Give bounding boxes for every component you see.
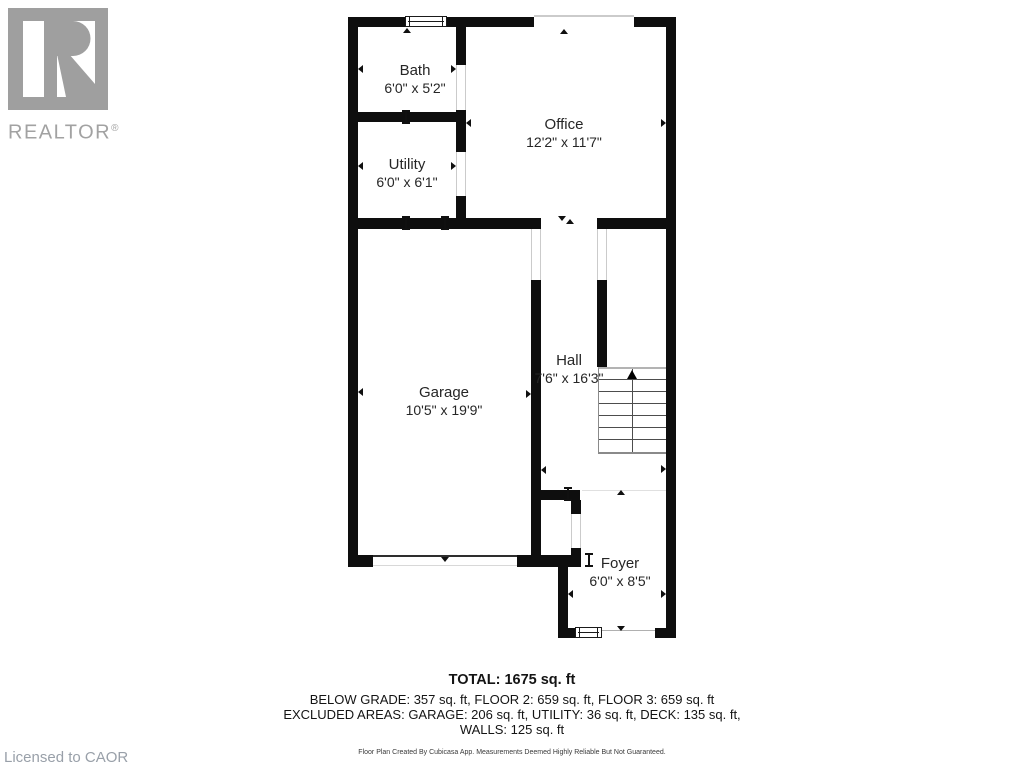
dimension-arrow-icon	[358, 388, 363, 396]
excluded-area-text: EXCLUDED AREAS: GARAGE: 206 sq. ft, UTILITY: 36 sq. ft, DECK: 135 sq. ft,	[283, 707, 741, 722]
wall-right	[666, 17, 676, 638]
disclaimer-text: Floor Plan Created By Cubicasa App. Measurements Deemed Highly Reliable But Not Guaranteed.	[358, 749, 666, 756]
dimension-arrow-icon	[661, 119, 666, 127]
room-dimensions: 6'0" x 6'1"	[376, 174, 438, 190]
dimension-arrow-icon	[661, 590, 666, 598]
dimension-arrow-icon	[403, 28, 411, 33]
room-label-utility	[376, 156, 437, 191]
room-dimensions: 10'5" x 19'9"	[405, 402, 483, 418]
door-opening	[456, 152, 457, 196]
license-watermark: Licensed to CAOR	[4, 749, 129, 766]
room-name: Garage	[418, 384, 470, 401]
stair-divider	[632, 369, 633, 452]
wall-garage-hall	[531, 280, 541, 567]
room-label-office	[526, 116, 602, 151]
dimension-arrow-icon	[560, 29, 568, 34]
wall-foyer-bottom-left	[558, 628, 575, 638]
door-opening	[571, 514, 572, 548]
dimension-arrow-icon	[358, 65, 363, 73]
realtor-word: REALTOR	[8, 121, 112, 144]
dimension-arrow-icon	[566, 219, 574, 224]
door-opening	[456, 65, 457, 110]
dimension-arrow-icon	[466, 119, 471, 127]
room-name: Utility	[388, 156, 426, 173]
dimension-arrow-icon	[526, 390, 531, 398]
wall-segment	[456, 27, 466, 65]
door-opening	[580, 514, 581, 548]
realtor-logo	[8, 8, 128, 144]
dimension-arrow-icon	[558, 216, 566, 221]
room-name: Foyer	[600, 555, 640, 572]
dimension-arrow-icon	[617, 490, 625, 495]
door-opening	[597, 229, 598, 280]
dimension-arrow-icon	[358, 162, 363, 170]
door-opening	[606, 229, 607, 280]
dimension-arrow-icon	[661, 465, 666, 473]
door-opening	[531, 229, 532, 280]
door-opening	[465, 152, 466, 196]
dimension-arrow-icon	[541, 466, 546, 474]
wall-left	[348, 17, 358, 567]
door-opening	[540, 229, 541, 280]
wall-mid-divider-right	[597, 218, 676, 229]
dimension-tick-icon	[405, 216, 407, 230]
wall-top-mid	[447, 17, 534, 27]
room-dimensions: 12'2" x 11'7"	[526, 134, 602, 150]
staircase	[598, 367, 666, 454]
wall-garage-bottom-left	[348, 555, 373, 567]
wall-closet-top	[531, 490, 580, 500]
opening-line-foyer	[602, 630, 655, 631]
room-label-foyer	[589, 555, 650, 590]
window-top	[405, 16, 447, 27]
opening-line-top	[534, 15, 634, 17]
dimension-arrow-icon	[451, 162, 456, 170]
dimension-arrow-icon	[451, 65, 456, 73]
dimension-tick-icon	[444, 216, 446, 230]
room-dimensions: 6'0" x 8'5"	[589, 573, 651, 589]
room-name: Office	[544, 116, 584, 133]
registered-trademark-icon: ®	[111, 123, 119, 134]
room-label-hall	[535, 352, 604, 387]
wall-garage-bottom-right	[517, 555, 580, 567]
room-dimensions: 6'0" x 5'2"	[384, 80, 446, 96]
room-dimensions: 7'6" x 16'3"	[534, 370, 604, 386]
area-summary	[197, 672, 827, 756]
window-foyer	[575, 627, 602, 638]
floors-area-text: BELOW GRADE: 357 sq. ft, FLOOR 2: 659 sq. ft, FLOOR 3: 659 sq. ft	[309, 692, 715, 707]
dimension-arrow-icon	[617, 626, 625, 631]
stairs-up-arrow-icon	[627, 370, 637, 379]
total-area-text: TOTAL: 1675 sq. ft	[448, 672, 576, 688]
room-label-bath	[384, 62, 445, 97]
room-name: Bath	[399, 62, 431, 79]
walls-area-text: WALLS: 125 sq. ft	[459, 722, 565, 737]
dimension-arrow-icon	[441, 557, 449, 562]
dimension-arrow-icon	[568, 590, 573, 598]
wall-foyer-bottom-right	[655, 628, 676, 638]
dimension-tick-icon	[405, 110, 407, 124]
room-label-garage	[406, 384, 483, 419]
dimension-tick-icon	[567, 487, 569, 501]
realtor-logo-wordmark	[8, 118, 128, 144]
wall-bath-utility-divider	[358, 112, 466, 122]
realtor-logo-icon	[8, 8, 108, 110]
door-opening	[465, 65, 466, 110]
room-name: Hall	[556, 352, 582, 369]
dimension-tick-icon	[588, 553, 590, 567]
garage-door-line-outer	[373, 565, 517, 566]
wall-segment	[571, 500, 581, 514]
